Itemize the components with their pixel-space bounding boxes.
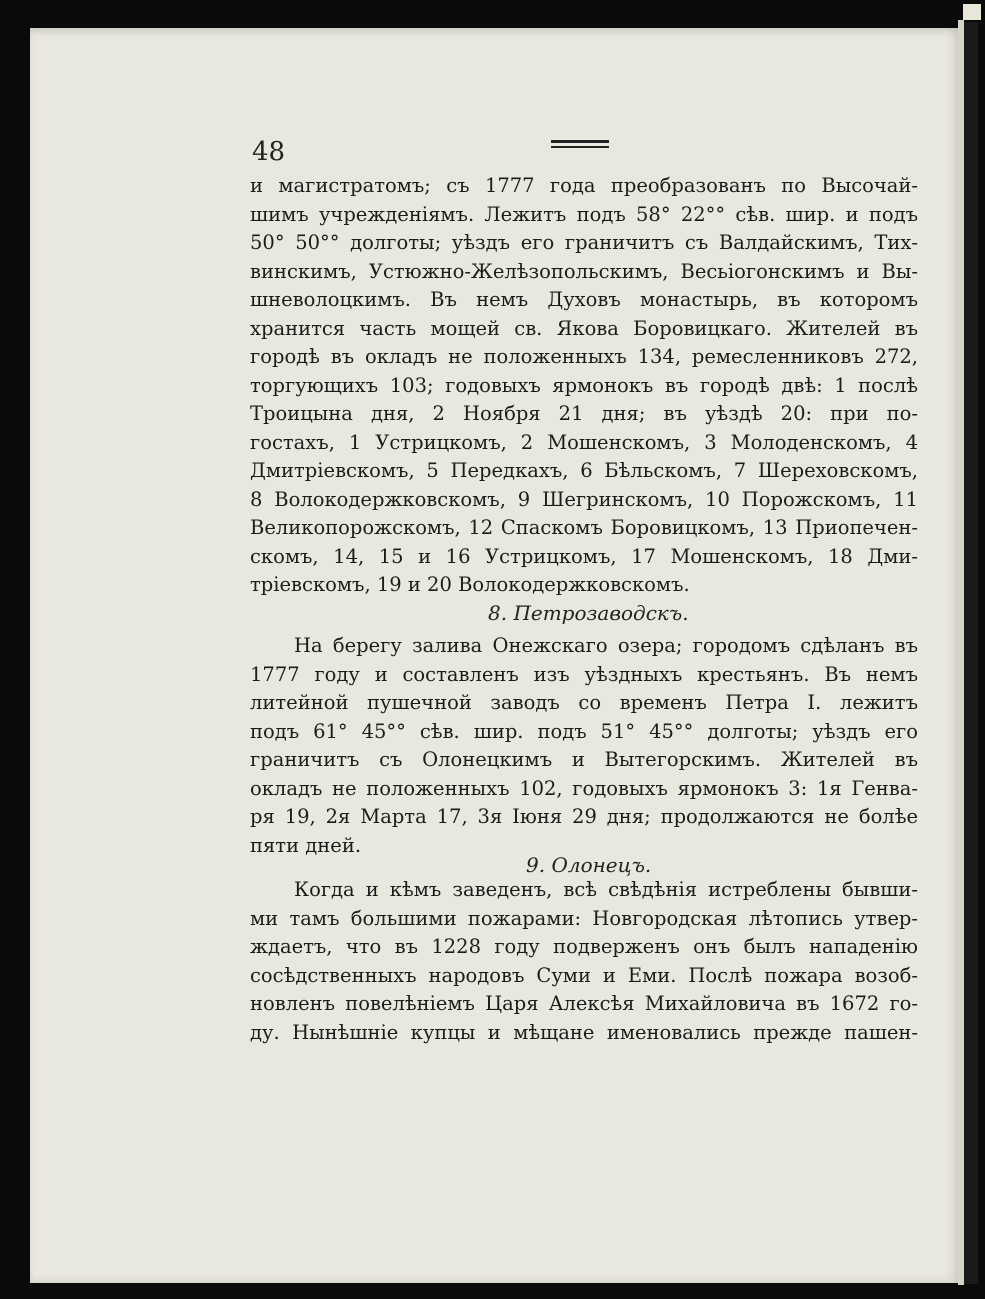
text-line: сосѣдственныхъ народовъ Суми и Еми. Послѣ пожара возоб- [250,963,918,987]
text-line: и магистратомъ; съ 1777 года преобразованъ по Высочай- [250,174,918,197]
text-line: городѣ въ окладъ не положенныхъ 134, ремесленниковъ 272, [250,345,918,368]
page-number: 48 [252,137,286,167]
section-heading-olonets: 9. Олонецъ. [526,853,652,877]
text-line: Троицына дня, 2 Ноября 21 дня; въ уѣздѣ 20: при по- [250,402,918,425]
text-line: ря 19, 2я Марта 17, 3я Іюня 29 дня; продолжаются не болѣе [250,805,918,828]
text-line: хранится часть мощей св. Якова Боровицкаго. Жителей въ [250,316,918,340]
text-line: тріевскомъ, 19 и 20 Волокодержковскомъ. [250,573,690,596]
text-line: ждаетъ, что въ 1228 году подверженъ онъ былъ нападенію [250,935,918,958]
header-ornament [551,140,609,151]
text-line: Великопорожскомъ, 12 Спаскомъ Боровицкомъ, 13 Приопечен- [250,516,918,539]
text-line: винскимъ, Устюжно-Желѣзопольскимъ, Весьіогонскимъ и Вы- [250,259,918,283]
text-line: окладъ не положенныхъ 102, годовыхъ ярмонокъ 3: 1я Генва- [250,776,918,800]
text-line: скомъ, 14, 15 и 16 Устрицкомъ, 17 Мошенскомъ, 18 Дми- [250,544,918,568]
text-line: торгующихъ 103; годовыхъ ярмонокъ въ городѣ двѣ: 1 послѣ [250,373,918,397]
text-line: граничитъ съ Олонецкимъ и Вытегорскимъ. Жителей въ [250,748,918,771]
binding-shadow [964,22,978,1284]
text-line: Когда и кѣмъ заведенъ, всѣ свѣдѣнія истреблены бывши- [294,878,918,901]
text-line: новленъ повелѣніемъ Царя Алексѣя Михайловича въ 1672 го- [250,992,918,1015]
text-line: 1777 году и составленъ изъ уѣздныхъ крестьянъ. Въ немъ [250,662,918,686]
text-line: ми тамъ большими пожарами: Новгородская лѣтопись утвер- [250,906,918,930]
text-line: пяти дней. [250,833,362,857]
text-line: Дмитріевскомъ, 5 Передкахъ, 6 Бѣльскомъ, 7 Шереховскомъ, [250,459,918,482]
text-line: шимъ учрежденіямъ. Лежитъ подъ 58° 22°° сѣв. шир. и подъ [250,202,918,226]
section-heading-petrozavodsk: 8. Петрозаводскъ. [488,601,689,625]
text-line: 50° 50°° долготы; уѣздъ его граничитъ съ Валдайскимъ, Тих- [250,231,918,254]
text-line: На берегу залива Онежскаго озера; городомъ сдѣланъ въ [294,634,918,657]
text-line: подъ 61° 45°° сѣв. шир. подъ 51° 45°° долготы; уѣздъ его [250,719,918,743]
text-line: литейной пушечной заводъ со временъ Петра I. лежитъ [250,691,918,714]
scan-edge [963,4,981,20]
paragraph-2 [250,632,918,860]
text-line: гостахъ, 1 Устрицкомъ, 2 Мошенскомъ, 3 Молоденскомъ, 4 [250,430,918,454]
text-line: шневолоцкимъ. Въ немъ Духовъ монастырь, въ которомъ [250,288,918,311]
paragraph-1 [250,172,918,600]
text-line: ду. Нынѣшніе купцы и мѣщане именовались прежде пашен- [250,1020,918,1044]
paragraph-3 [250,876,918,1047]
text-line: 8 Волокодержковскомъ, 9 Шегринскомъ, 10 Порожскомъ, 11 [250,487,918,511]
